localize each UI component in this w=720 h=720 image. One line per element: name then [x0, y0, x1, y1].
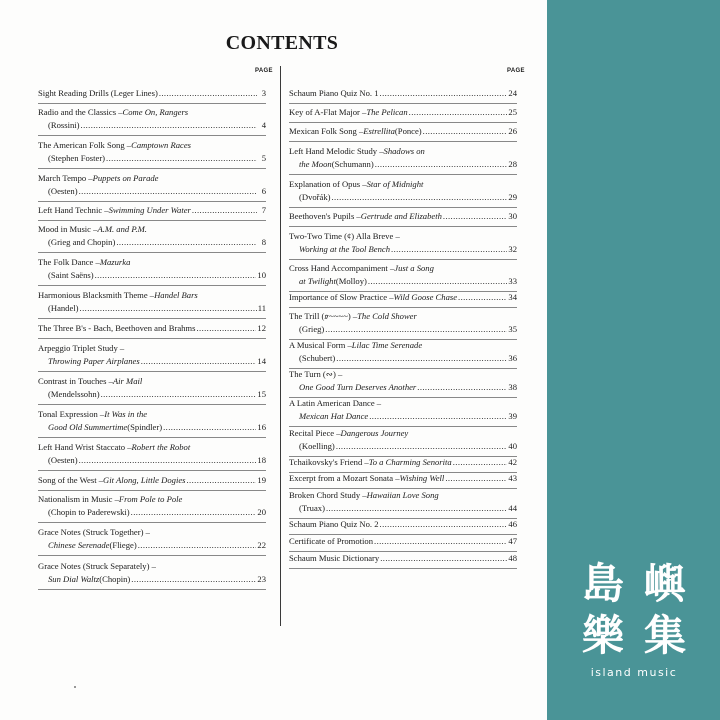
toc-entry-line: [289, 489, 517, 502]
entry-text: The American Folk Song –: [38, 140, 132, 150]
entry-piece-title: Dangerous Journey: [340, 428, 409, 438]
toc-entry-line: [38, 421, 266, 434]
toc-entry: [38, 139, 266, 165]
dot-leader: [458, 291, 507, 304]
entry-piece-title: Chinese Serenade: [48, 540, 110, 550]
entry-piece-title: Camptown Races: [131, 140, 192, 150]
entry-separator: [38, 220, 266, 221]
toc-entry-line: [38, 256, 266, 269]
dot-leader: [141, 355, 257, 368]
toc-entry-line: [38, 185, 266, 198]
dot-leader: [325, 323, 507, 336]
entry-separator: [289, 307, 517, 308]
dot-leader: [453, 456, 508, 469]
toc-entry-line: [38, 204, 266, 217]
entry-text: (Grieg): [299, 324, 325, 334]
entry-separator: [38, 404, 266, 405]
entry-text: Schaum Piano Quiz No. 2: [289, 519, 379, 529]
page-number: 18: [257, 455, 266, 465]
dot-leader: [138, 539, 257, 552]
dot-leader: [423, 125, 508, 138]
toc-entry: [38, 526, 266, 552]
toc-entry-line: [38, 474, 266, 487]
entry-separator: [38, 201, 266, 202]
toc-entry: [38, 106, 266, 132]
toc-entry-line: [38, 223, 266, 236]
page-number: 19: [257, 475, 266, 485]
toc-entry-line: [289, 291, 517, 304]
toc-entry: [289, 552, 517, 565]
toc-entry: [289, 106, 517, 119]
entry-text: Radio and the Classics –: [38, 107, 123, 117]
toc-entry-line: [38, 355, 266, 368]
entry-separator: [289, 122, 517, 123]
entry-separator: [38, 285, 266, 286]
page-number: 24: [508, 88, 517, 98]
toc-entry: [289, 291, 517, 304]
entry-text: (Schubert): [299, 353, 336, 363]
entry-piece-title: at Twilight: [299, 276, 336, 286]
entry-piece-title: Working at the Tool Bench: [299, 244, 391, 254]
entry-text: The Trill (𝆖~~~~) –: [289, 311, 358, 321]
entry-separator: [289, 568, 517, 569]
entry-separator: [38, 437, 266, 438]
dot-leader: [101, 388, 257, 401]
page-number: 48: [508, 553, 517, 563]
entry-text: Left Hand Technic –: [38, 205, 109, 215]
entry-composer: (Spindler): [127, 422, 163, 432]
entry-piece-title: Puppets on Parade: [92, 173, 159, 183]
dot-leader: [409, 106, 508, 119]
entry-piece-title: The Pelican: [366, 107, 408, 117]
toc-entry: [38, 87, 266, 100]
page-number: 22: [257, 540, 266, 550]
dot-leader: [445, 472, 507, 485]
entry-text: (Koelling): [299, 441, 335, 451]
page-column-header-left: PAGE: [255, 68, 273, 74]
dot-leader: [131, 506, 257, 519]
dot-leader: [369, 410, 507, 423]
toc-entry-line: [289, 440, 517, 453]
entry-piece-title: Air Mail: [112, 376, 143, 386]
entry-text: (Chopin to Paderewski): [48, 507, 130, 517]
entry-composer: (Chopin): [99, 574, 131, 584]
page-title: CONTENTS: [225, 32, 339, 54]
entry-separator: [289, 174, 517, 175]
toc-entry: [289, 230, 517, 256]
entry-piece-title: From Pole to Pole: [118, 494, 183, 504]
entry-piece-title: Good Old Summertime: [48, 422, 128, 432]
toc-entry: [289, 427, 517, 453]
toc-entry-line: [38, 342, 266, 355]
entry-separator: [38, 103, 266, 104]
page-speck: [74, 686, 76, 688]
toc-entry-line: [38, 573, 266, 586]
dot-leader: [163, 421, 256, 434]
entry-text: Schaum Music Dictionary: [289, 553, 380, 563]
toc-entry-line: [289, 106, 517, 119]
toc-entry-line: [38, 408, 266, 421]
entry-text: Tonal Expression –: [38, 409, 105, 419]
entry-composer: (Ponce): [394, 126, 422, 136]
entry-text: The Turn (∾) –: [289, 369, 343, 379]
entry-text: (Saint Saëns): [48, 270, 94, 280]
toc-entry: [38, 322, 266, 335]
entry-text: Broken Chord Study –: [289, 490, 367, 500]
toc-entry-line: [289, 125, 517, 138]
entry-text: A Latin American Dance –: [289, 398, 382, 408]
toc-entry-line: [289, 210, 517, 223]
dot-leader: [336, 440, 508, 453]
entry-piece-title: Come On, Rangers: [122, 107, 189, 117]
toc-entry-line: [38, 322, 266, 335]
page-number: 40: [508, 441, 517, 451]
page-number: 25: [508, 107, 517, 117]
toc-entry-line: [38, 302, 266, 315]
toc-entry-line: [289, 158, 517, 171]
page-column-header-right: PAGE: [507, 68, 525, 74]
entry-text: Schaum Piano Quiz No. 1: [289, 88, 379, 98]
toc-entry-line: [289, 518, 517, 531]
page-number: 16: [257, 422, 266, 432]
entry-text: Key of A-Flat Major –: [289, 107, 367, 117]
toc-entry-line: [38, 388, 266, 401]
toc-entry-line: [289, 275, 517, 288]
toc-entry: [289, 535, 517, 548]
toc-entry-line: [289, 191, 517, 204]
toc-entry-line: [289, 535, 517, 548]
page-number: 12: [257, 323, 266, 333]
entry-text: Nationalism in Music –: [38, 494, 119, 504]
toc-entry-line: [38, 526, 266, 539]
entry-text: Recital Piece –: [289, 428, 341, 438]
toc-entry-line: [289, 262, 517, 275]
entry-text: (Oesten): [48, 455, 78, 465]
page-number: 32: [508, 244, 517, 254]
entry-piece-title: It Was in the: [104, 409, 148, 419]
toc-entry: [38, 408, 266, 434]
page-number: 35: [508, 324, 517, 334]
island-music-logo: [578, 560, 698, 679]
page-number: 15: [257, 389, 266, 399]
entry-text: Grace Notes (Struck Together) –: [38, 527, 150, 537]
entry-piece-title: To a Charming Senorita: [368, 457, 452, 467]
toc-entry-line: [38, 493, 266, 506]
toc-entry: [38, 204, 266, 217]
dot-leader: [116, 236, 257, 249]
toc-entry-line: [38, 454, 266, 467]
logo-char: 集: [643, 611, 686, 660]
page-number: 46: [508, 519, 517, 529]
page-number: 38: [508, 382, 517, 392]
dot-leader: [417, 381, 507, 394]
dot-leader: [95, 269, 257, 282]
entry-text: Harmonious Blacksmith Theme –: [38, 290, 155, 300]
toc-entry: [38, 342, 266, 368]
entry-separator: [289, 226, 517, 227]
entry-text: Grace Notes (Struck Separately) –: [38, 561, 156, 571]
entry-text: (Stephen Foster): [48, 153, 106, 163]
logo-char: 樂: [581, 611, 624, 660]
dot-leader: [374, 535, 507, 548]
toc-entry: [289, 262, 517, 288]
page-number: 11: [257, 303, 266, 313]
entry-text: Cross Hand Accompaniment –: [289, 263, 395, 273]
page-number: 3: [261, 88, 266, 98]
entry-text: (Grieg and Chopin): [48, 237, 116, 247]
dot-leader: [368, 275, 508, 288]
toc-entry-line: [38, 119, 266, 132]
toc-entry-line: [38, 375, 266, 388]
entry-piece-title: Handel Bars: [154, 290, 198, 300]
entry-separator: [289, 103, 517, 104]
entry-separator: [38, 371, 266, 372]
page-number: 36: [508, 353, 517, 363]
dot-leader: [192, 204, 257, 217]
page-number: 29: [508, 192, 517, 202]
entry-text: March Tempo –: [38, 173, 93, 183]
entry-piece-title: Lilac Time Serenade: [351, 340, 423, 350]
toc-entry-line: [38, 289, 266, 302]
toc-entry: [38, 289, 266, 315]
page-number: 6: [261, 186, 266, 196]
entry-piece-title: One Good Turn Deserves Another: [299, 382, 417, 392]
entry-separator: [289, 141, 517, 142]
dot-leader: [443, 210, 508, 223]
dot-leader: [81, 119, 257, 132]
entry-separator: [38, 318, 266, 319]
entry-text: Left Hand Wrist Staccato –: [38, 442, 132, 452]
entry-piece-title: Swimming Under Water: [108, 205, 191, 215]
entry-piece-title: Mazurka: [99, 257, 131, 267]
toc-entry: [289, 210, 517, 223]
toc-entry: [289, 310, 517, 336]
page-number: 42: [508, 457, 517, 467]
entry-separator: [38, 522, 266, 523]
page-number: 34: [508, 292, 517, 302]
entry-separator: [38, 135, 266, 136]
dot-leader: [131, 573, 256, 586]
dot-leader: [196, 322, 256, 335]
toc-entry-line: [289, 381, 517, 394]
toc-entry: [38, 474, 266, 487]
dot-leader: [80, 302, 257, 315]
logo-char: 嶼: [643, 559, 686, 608]
toc-entry: [38, 493, 266, 519]
dot-leader: [375, 158, 508, 171]
toc-entry: [38, 441, 266, 467]
page-number: 20: [257, 507, 266, 517]
logo-char: 島: [581, 559, 624, 608]
toc-entry: [38, 560, 266, 586]
page-number: 23: [257, 574, 266, 584]
page-number: 4: [261, 120, 266, 130]
entry-text: Two-Two Time (¢) Alla Breve –: [289, 231, 400, 241]
toc-entry: [289, 87, 517, 100]
toc-entry-line: [289, 472, 517, 485]
page-number: 43: [508, 473, 517, 483]
dot-leader: [79, 454, 257, 467]
entry-text: Mexican Folk Song –: [289, 126, 364, 136]
toc-entry-line: [38, 152, 266, 165]
toc-entry-line: [38, 106, 266, 119]
entry-text: Song of the West –: [38, 475, 104, 485]
entry-text: Explanation of Opus –: [289, 179, 367, 189]
toc-entry-line: [289, 502, 517, 515]
dot-leader: [79, 185, 257, 198]
toc-entry: [289, 145, 517, 171]
entry-piece-title: Wild Goose Chase: [393, 292, 458, 302]
page-number: 10: [257, 270, 266, 280]
toc-entry-line: [289, 178, 517, 191]
entry-separator: [38, 252, 266, 253]
entry-piece-title: the Moon: [299, 159, 332, 169]
entry-separator: [38, 589, 266, 590]
toc-entry-line: [289, 427, 517, 440]
entry-piece-title: Mexican Hat Dance: [299, 411, 369, 421]
toc-entry-line: [289, 397, 517, 410]
dot-leader: [336, 352, 507, 365]
entry-separator: [38, 555, 266, 556]
page-number: 28: [508, 159, 517, 169]
dot-leader: [380, 552, 507, 565]
toc-entry: [289, 489, 517, 515]
entry-text: Sight Reading Drills (Leger Lines): [38, 88, 158, 98]
page-number: 47: [508, 536, 517, 546]
toc-entry: [38, 172, 266, 198]
toc-entry-line: [38, 87, 266, 100]
entry-text: Mood in Music –: [38, 224, 98, 234]
toc-entry-line: [38, 172, 266, 185]
toc-entry: [289, 518, 517, 531]
toc-entry-line: [38, 506, 266, 519]
page-number: 30: [508, 211, 517, 221]
entry-piece-title: Gertrude and Elizabeth: [360, 211, 442, 221]
toc-entry-line: [38, 441, 266, 454]
entry-separator: [289, 259, 517, 260]
logo-tagline: island music: [590, 666, 678, 679]
column-divider: [280, 66, 281, 626]
toc-entry-line: [289, 368, 517, 381]
toc-entry: [289, 456, 517, 469]
toc-entry: [289, 397, 517, 423]
toc-entry: [289, 339, 517, 365]
entry-text: The Three B's - Bach, Beethoven and Brahms: [38, 323, 196, 333]
entry-piece-title: Robert the Robot: [131, 442, 191, 452]
toc-entry-line: [38, 560, 266, 573]
page-number: 44: [508, 503, 517, 513]
toc-entry-line: [289, 87, 517, 100]
toc-entry-line: [289, 323, 517, 336]
entry-piece-title: Git Along, Little Dogies: [103, 475, 186, 485]
toc-entry-line: [289, 552, 517, 565]
page-number: 7: [261, 205, 266, 215]
page-number: 14: [257, 356, 266, 366]
entry-text: Contrast in Touches –: [38, 376, 113, 386]
entry-separator: [38, 338, 266, 339]
entry-text: (Handel): [48, 303, 79, 313]
page-number: 33: [508, 276, 517, 286]
entry-composer: (Molloy): [335, 276, 367, 286]
toc-entry: [38, 375, 266, 401]
toc-entry: [289, 178, 517, 204]
dot-leader: [380, 518, 508, 531]
entry-piece-title: Sun Dial Waltz: [48, 574, 100, 584]
dot-leader: [106, 152, 257, 165]
toc-entry-line: [289, 339, 517, 352]
entry-piece-title: A.M. and P.M.: [97, 224, 147, 234]
dot-leader: [391, 243, 507, 256]
entry-separator: [38, 470, 266, 471]
entry-text: (Oesten): [48, 186, 78, 196]
toc-entry-line: [289, 410, 517, 423]
entry-text: Certificate of Promotion: [289, 536, 374, 546]
entry-text: Arpeggio Triplet Study –: [38, 343, 125, 353]
entry-separator: [38, 168, 266, 169]
entry-separator: [289, 207, 517, 208]
toc-entry-line: [38, 139, 266, 152]
dot-leader: [159, 87, 257, 100]
entry-text: (Rossini): [48, 120, 80, 130]
entry-piece-title: Shadows on: [383, 146, 425, 156]
entry-text: (Dvořák): [299, 192, 331, 202]
toc-entry-line: [289, 456, 517, 469]
entry-text: The Folk Dance –: [38, 257, 100, 267]
toc-entry-line: [289, 145, 517, 158]
entry-piece-title: Wishing Well: [399, 473, 445, 483]
entry-composer: (Fliege): [109, 540, 137, 550]
entry-text: (Truax): [299, 503, 325, 513]
dot-leader: [380, 87, 508, 100]
entry-composer: (Schumann): [331, 159, 374, 169]
entry-text: (Mendelssohn): [48, 389, 100, 399]
toc-entry-line: [289, 352, 517, 365]
dot-leader: [326, 502, 507, 515]
entry-text: Beethoven's Pupils –: [289, 211, 361, 221]
dot-leader: [332, 191, 508, 204]
entry-piece-title: Throwing Paper Airplanes: [48, 356, 140, 366]
toc-entry-line: [289, 230, 517, 243]
toc-entry: [289, 368, 517, 394]
entry-piece-title: Hawaiian Love Song: [366, 490, 439, 500]
toc-entry-line: [289, 310, 517, 323]
toc-entry: [38, 223, 266, 249]
toc-entry: [289, 472, 517, 485]
entry-text: Importance of Slow Practice –: [289, 292, 394, 302]
page-number: 39: [508, 411, 517, 421]
page-number: 26: [508, 126, 517, 136]
entry-text: A Musical Form –: [289, 340, 352, 350]
page-number: 5: [261, 153, 266, 163]
entry-piece-title: Just a Song: [394, 263, 434, 273]
dot-leader: [187, 474, 257, 487]
page-number: 8: [261, 237, 266, 247]
entry-piece-title: The Cold Shower: [357, 311, 417, 321]
toc-entry-line: [38, 539, 266, 552]
entry-text: Excerpt from a Mozart Sonata –: [289, 473, 400, 483]
toc-entry: [38, 256, 266, 282]
toc-entry-line: [38, 236, 266, 249]
toc-entry-line: [38, 269, 266, 282]
entry-text: Left Hand Melodic Study –: [289, 146, 384, 156]
toc-entry-line: [289, 243, 517, 256]
entry-piece-title: Estrellita: [363, 126, 395, 136]
entry-piece-title: Star of Midnight: [366, 179, 424, 189]
entry-text: Tchaikovsky's Friend –: [289, 457, 369, 467]
toc-entry: [289, 125, 517, 138]
entry-separator: [38, 490, 266, 491]
